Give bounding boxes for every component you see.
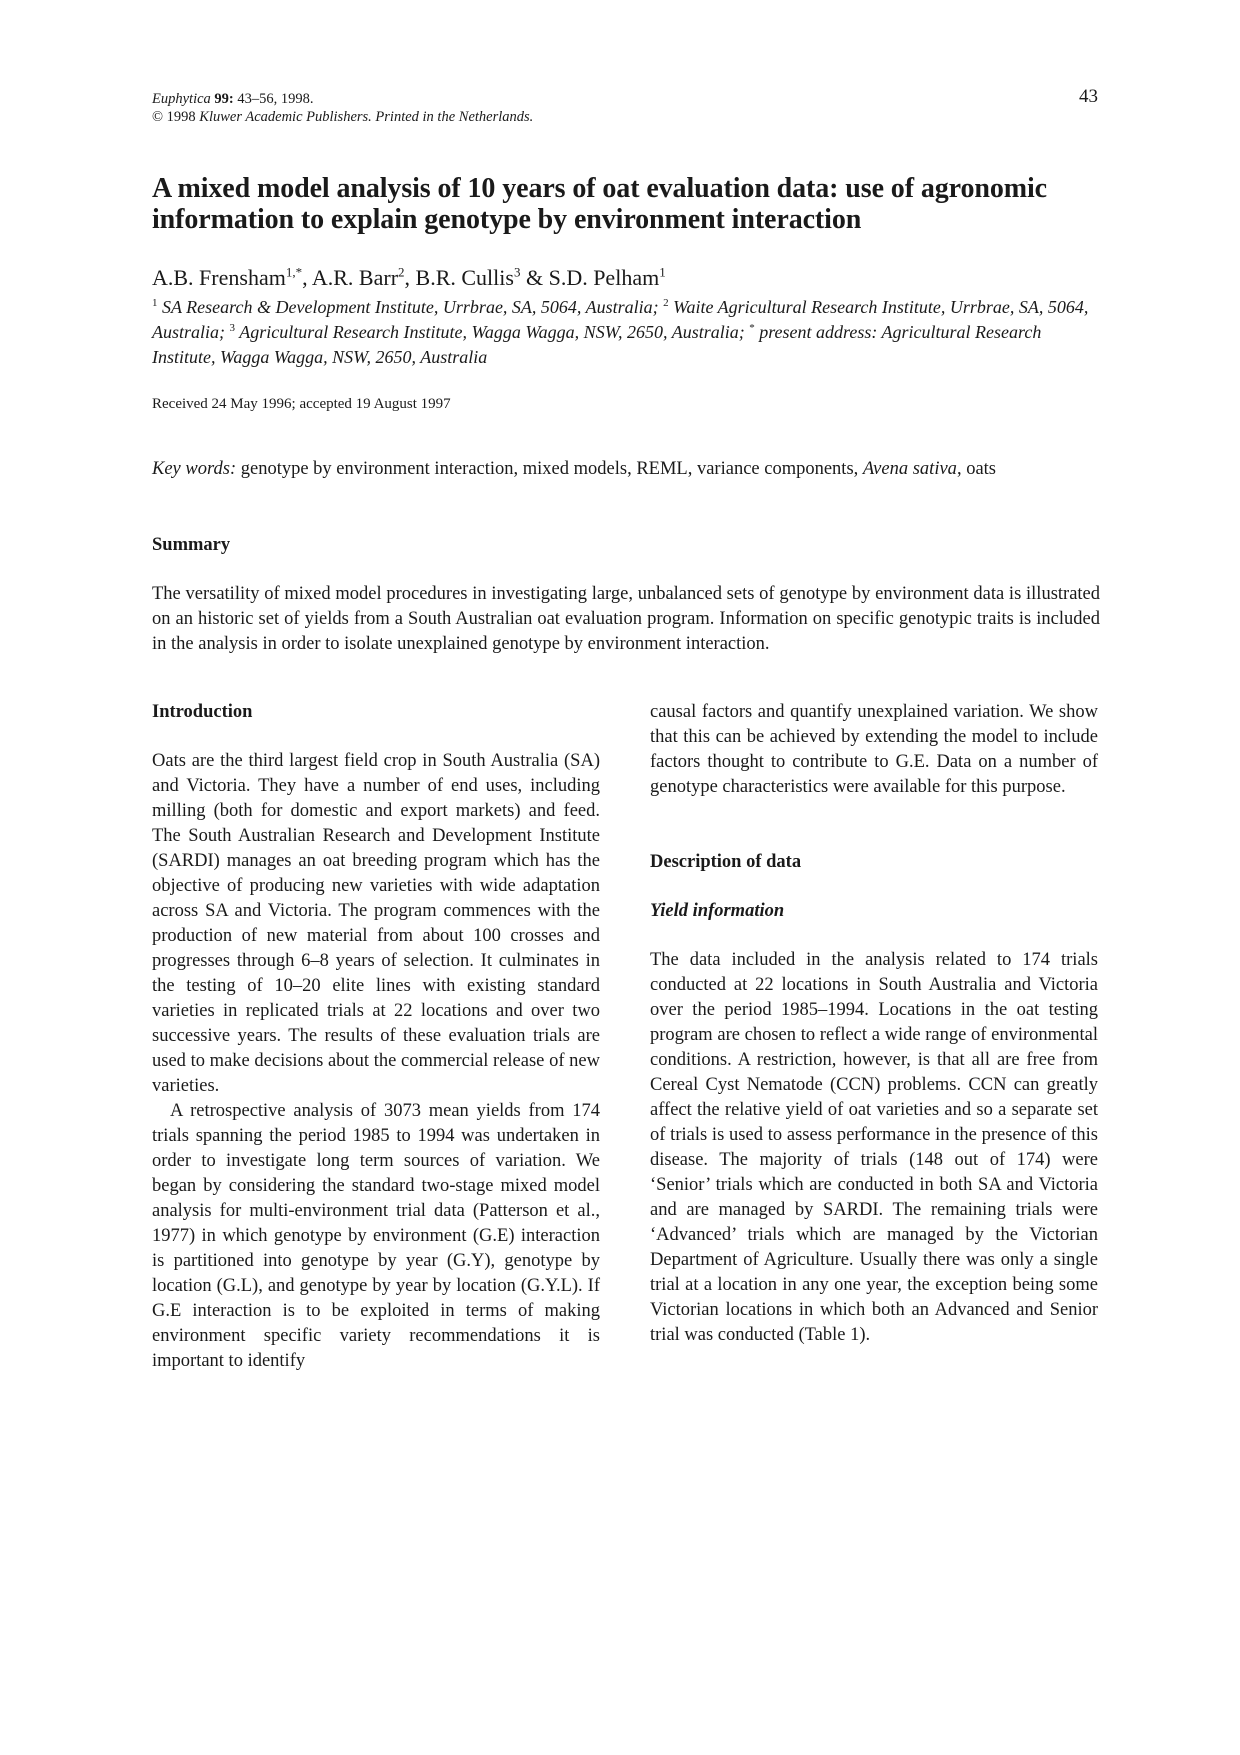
author-affiliation-mark: 1,*: [285, 264, 303, 280]
author-affiliation-mark: 3: [513, 264, 521, 280]
keywords: [152, 457, 1112, 481]
keywords-text-end: , oats: [956, 459, 996, 479]
keywords-label: Key words:: [152, 459, 237, 479]
affiliation-text: Waite Agricultural Research Institute, Urrbrae, SA, 5064, Australia;: [152, 297, 1089, 342]
journal-pages: 43–56, 1998.: [237, 91, 314, 107]
author-separator: ,: [404, 265, 416, 290]
received-dates: Received 24 May 1996; accepted 19 August 1997: [152, 396, 451, 412]
affiliation-mark: 1: [152, 297, 158, 309]
author-affiliation-mark: 2: [398, 264, 405, 280]
introduction-heading: Introduction: [152, 702, 253, 722]
affiliation-text: SA Research & Development Institute, Urrbrae, SA, 5064, Australia;: [162, 297, 659, 317]
author-affiliation-mark: 1: [659, 264, 666, 280]
copyright-year: 1998: [166, 109, 196, 125]
copyright-symbol: ©: [152, 109, 164, 125]
affiliation-text: Agricultural Research Institute, Wagga Wagga, NSW, 2650, Australia;: [239, 322, 745, 342]
author-list: [152, 265, 666, 291]
introduction-paragraph-continued: causal factors and quantify unexplained variation. We show that this can be achieved by extending the model to include factors thought to contribute to G.E. Data on a number of genotype characteristics were available for this purpose.: [650, 702, 1098, 797]
page-number: 43: [1079, 86, 1098, 107]
summary-heading: Summary: [152, 535, 231, 555]
affiliation-mark: 3: [229, 322, 236, 334]
right-column: [650, 700, 1098, 1348]
author-separator: &: [520, 265, 549, 290]
journal-volume: 99:: [214, 91, 234, 107]
summary-text: The versatility of mixed model procedures in investigating large, unbalanced sets of genotype by environment data is illustrated on an historic set of yields from a South Australian oat evaluation program. Information on specific genotypic traits is included in the analysis in order to isolate unexplained genotype by environment interaction.: [152, 584, 1100, 654]
journal-citation: [152, 90, 533, 126]
yield-subheading: Yield information: [650, 901, 785, 921]
affiliation-text: present address: Agricultural Research Institute, Wagga Wagga, NSW, 2650, Australia: [152, 322, 1042, 367]
copyright-line: [152, 108, 533, 126]
left-column: [152, 700, 600, 1374]
author-name: S.D. Pelham: [548, 265, 660, 290]
affiliation-mark: *: [749, 322, 755, 334]
author-separator: ,: [302, 265, 312, 290]
introduction-paragraph: A retrospective analysis of 3073 mean yields from 174 trials spanning the period 1985 to 1994 was undertaken in order to investigate long term sources of variation. We began by considering the standard two-stage mixed model analysis for multi-environment trial data (Patterson et al., 1977) in which genotype by environment (G.E) interaction is partitioned into genotype by year (G.Y), genotype by location (G.L), and genotype by year by location (G.Y.L). If G.E interaction is to be exploited in terms of making environment specific variety recommendations it is important to identify: [152, 1101, 600, 1371]
description-heading: Description of data: [650, 852, 802, 872]
journal-line: [152, 90, 533, 108]
author-name: A.R. Barr: [311, 265, 399, 290]
keywords-text: genotype by environment interaction, mixed models, REML, variance components,: [240, 459, 859, 479]
journal-name: Euphytica: [152, 91, 211, 107]
affiliations: [152, 295, 1102, 370]
article-title: A mixed model analysis of 10 years of oat evaluation data: use of agronomic information to explain genotype by environment interaction: [152, 173, 1047, 235]
description-paragraph: The data included in the analysis related to 174 trials conducted at 22 locations in South Australia and Victoria over the period 1985–1994. Locations in the oat testing program are chosen to reflect a wide range of environmental conditions. A restriction, however, is that all are free from Cereal Cyst Nematode (CCN) problems. CCN can greatly affect the relative yield of oat varieties and so a separate set of trials is used to assess performance in the presence of this disease. The majority of trials (148 out of 174) were ‘Senior’ trials which are conducted in both SA and Victoria and are managed by SARDI. The remaining trials were ‘Advanced’ trials which are managed by the Victorian Department of Agriculture. Usually there was only a single trial at a location in any one year, the exception being some Victorian locations in which both an Advanced and Senior trial was conducted (Table 1).: [650, 950, 1098, 1345]
author-name: A.B. Frensham: [152, 265, 286, 290]
affiliation-mark: 2: [663, 297, 669, 309]
author-name: B.R. Cullis: [415, 265, 514, 290]
copyright-publisher: Kluwer Academic Publishers. Printed in the Netherlands.: [199, 109, 534, 125]
keywords-species: Avena sativa: [862, 459, 957, 479]
introduction-paragraph: Oats are the third largest field crop in South Australia (SA) and Victoria. They have a number of end uses, including milling (both for domestic and export markets) and feed. The South Australian Research and Development Institute (SARDI) manages an oat breeding program which has the objective of producing new varieties with wide adaptation across SA and Victoria. The program commences with the production of new material from about 100 crosses and progresses through 6–8 years of selection. It culminates in the testing of 10–20 elite lines with existing standard varieties in replicated trials at 22 locations and over two successive years. The results of these evaluation trials are used to make decisions about the commercial release of new varieties.: [152, 751, 600, 1096]
